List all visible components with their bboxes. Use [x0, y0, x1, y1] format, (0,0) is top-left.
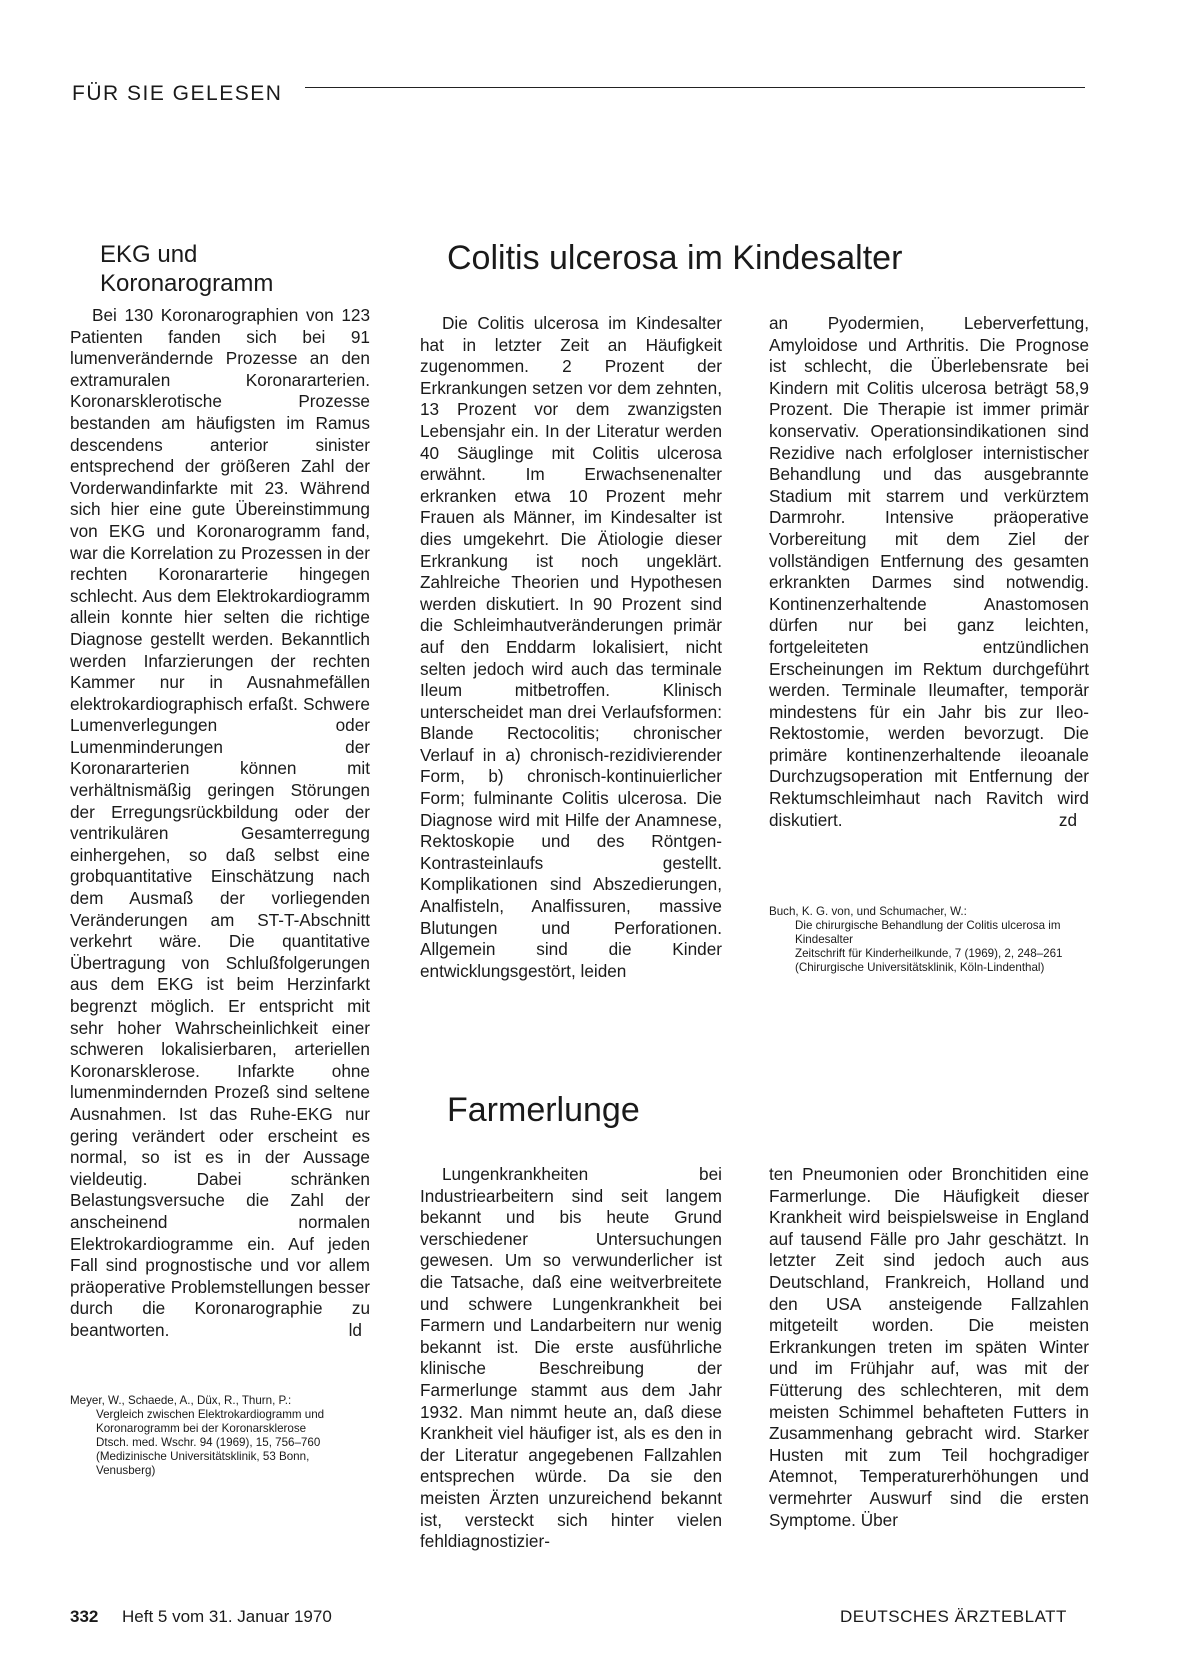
- section-header-rule: [305, 87, 1085, 88]
- article-ekg-reference: [70, 1394, 370, 1478]
- footer-publication: DEUTSCHES ÄRZTEBLATT: [840, 1607, 1067, 1626]
- article-farmerlunge-column-2: [769, 1164, 1089, 1531]
- article-colitis-paragraph-2: [769, 313, 1089, 831]
- article-ekg-text: Bei 130 Koronarographien von 123 Patienten fanden sich bei 91 lumenverändernde Prozesse an den extramuralen Koronararterien. Koronarsklerotische Prozesse bestanden am häufigsten im Ramus descendens anterior sinister entsprechend der größeren Zahl der Vorderwandinfarkte mit 23. Während sich hier eine gute Übereinstimmung von EKG und Koronarogramm fand, war die Korrelation zu Prozessen in der rechten Koronararterie hingegen schlecht. Aus dem Elektrokardiogramm allein konnte hier selten die richtige Diagnose gestellt werden. Bekanntlich werden Infarzierungen der rechten Kammer nur in Ausnahmefällen elektrokardiographisch erfaßt. Schwere Lumenverlegungen oder Lumenminderungen der Koronararterien können mit verhältnismäßig geringen Störungen der Erregungsrückbildung oder der ventrikulären Gesamterregung einhergehen, so daß selbst eine grobquantitative Einschätzung nach dem Ausmaß der vorliegenden Veränderungen am ST-T-Abschnitt verkehrt wäre. Die quantitative Übertragung von Schlußfolgerungen aus dem EKG ist beim Herzinfarkt begrenzt möglich. Er entspricht mit sehr hoher Wahrscheinlichkeit einer schweren lokalisierbaren, arteriellen Koronarsklerose. Infarkte ohne lumenmindernden Prozeß sind seltene Ausnahmen. Ist das Ruhe-EKG nur gering verändert oder erscheint es normal, so ist es in der Aussage vieldeutig. Dabei schränken Belastungsversuche die Zahl der anscheinend normalen Elektrokardiogramme ein. Auf jeden Fall sind prognostische und vor allem präoperative Problemstellungen besser durch die Koronarographie zu beantworten.: [70, 305, 370, 1340]
- section-header-label: FÜR SIE GELESEN: [72, 82, 283, 105]
- article-ekg-signature: ld: [348, 1319, 362, 1340]
- article-colitis-column-1: [420, 313, 722, 982]
- article-colitis-signature: zd: [1058, 809, 1077, 830]
- reference-journal: Dtsch. med. Wschr. 94 (1969), 15, 756–760: [96, 1436, 321, 1449]
- article-ekg-paragraph: [70, 305, 370, 1342]
- reference-title: Die chirurgische Behandlung der Colitis ulcerosa im Kindesalter: [795, 919, 1061, 946]
- article-ekg-title: EKG und Koronarogramm: [100, 241, 274, 297]
- article-ekg-body: [70, 305, 370, 1342]
- reference-title: Vergleich zwischen Elektrokardiogramm und Koronarogramm bei der Koronarsklerose: [96, 1408, 325, 1435]
- article-farmerlunge-title: Farmerlunge: [447, 1091, 640, 1129]
- reference-authors: Meyer, W., Schaede, A., Düx, R., Thurn, P.:: [70, 1394, 292, 1407]
- article-colitis-text-2: an Pyodermien, Leberverfettung, Amyloidose und Arthritis. Die Prognose ist schlecht, die Überlebensrate bei Kindern mit Colitis ulcerosa beträgt 58,9 Prozent. Die Therapie ist immer primär konservativ. Operationsindikationen sind Rezidive nach erfolgloser internistischer Behandlung und das ausgebrannte Stadium mit starrem und verkürztem Darmrohr. Intensive präoperative Vorbereitung mit dem Ziel der vollständigen Entfernung des gesamten erkrankten Darmes sind notwendig. Kontinenzerhaltende Anastomosen dürfen nur bei ganz leichten, fortgeleiteten entzündlichen Erscheinungen im Rektum durchgeführt werden. Terminale Ileumafter, temporär mindestens für ein Jahr bis zur Ileo-Rektostomie, werden bevorzugt. Die primäre kontinenzerhaltende ileoanale Durchzugsoperation mit Entfernung der Rektumschleimhaut nach Ravitch wird diskutiert.: [769, 313, 1089, 830]
- article-farmerlunge-text-2: ten Pneumonien oder Bronchitiden eine Farmerlunge. Die Häufigkeit dieser Krankheit wird beispielsweise in England auf tausend Fälle pro Jahr geschätzt. In letzter Zeit sind jedoch auch aus Deutschland, Frankreich, Holland und den USA ansteigende Fallzahlen mitgeteilt worden. Die meisten Erkrankungen treten im späten Winter und im Frühjahr auf, was mit der Fütterung des schlechteren, mit dem meisten Schimmel behafteten Futters in Zusammenhang gebracht wird. Starker Husten mit zum Teil hochgradiger Atemnot, Temperaturerhöhungen und vermehrter Auswurf sind die ersten Symptome. Über: [769, 1164, 1089, 1530]
- article-colitis-title: Colitis ulcerosa im Kindesalter: [447, 239, 903, 277]
- footer-page-number: 332: [70, 1607, 99, 1626]
- article-colitis-reference: [769, 905, 1087, 975]
- article-colitis-text-1: Die Colitis ulcerosa im Kindesalter hat in letzter Zeit an Häufigkeit zugenommen. 2 Prozent der Erkrankungen setzen vor dem zehnten, 13 Prozent vor dem zwanzigsten Lebensjahr ein. In der Literatur werden 40 Säuglinge mit Colitis ulcerosa erwähnt. Im Erwachsenenalter erkranken etwa 10 Prozent mehr Frauen als Männer, im Kindesalter ist dies umgekehrt. Die Ätiologie dieser Erkrankung ist noch ungeklärt. Zahlreiche Theorien und Hypothesen werden diskutiert. In 90 Prozent sind die Schleimhautveränderungen primär auf den Enddarm lokalisiert, nicht selten jedoch wird auch das terminale Ileum mitbetroffen. Klinisch unterscheidet man drei Verlaufsformen: Blande Rectocolitis; chronischer Verlauf in a) chronisch-rezidivierender Form, b) chronisch-kontinuierlicher Form; fulminante Colitis ulcerosa. Die Diagnose wird mit Hilfe der Anamnese, Rektoskopie und des Röntgen-Kontrasteinlaufs gestellt. Komplikationen sind Abszedierungen, Analfisteln, Analfissuren, massive Blutungen und Perforationen. Allgemein sind die Kinder entwicklungsgestört, leiden: [420, 313, 722, 981]
- reference-institution: (Chirurgische Universitätsklinik, Köln-Lindenthal): [795, 961, 1045, 974]
- reference-authors: Buch, K. G. von, und Schumacher, W.:: [769, 905, 967, 918]
- article-farmerlunge-column-1: [420, 1164, 722, 1553]
- reference-institution: (Medizinische Universitätsklinik, 53 Bonn, Venusberg): [96, 1450, 310, 1477]
- footer-issue: Heft 5 vom 31. Januar 1970: [122, 1607, 332, 1626]
- article-colitis-column-2: [769, 313, 1089, 831]
- article-farmerlunge-text-1: Lungenkrankheiten bei Industriearbeitern sind seit langem bekannt und bis heute Grund verschiedener Untersuchungen gewesen. Um so verwunderlicher ist die Tatsache, daß eine weitverbreitete und schwere Lungenkrankheit bei Farmern und Landarbeitern nur wenig bekannt ist. Die erste ausführliche klinische Beschreibung der Farmerlunge stammt aus dem Jahr 1932. Man nimmt heute an, daß diese Krankheit viel häufiger ist, als es den in der Literatur angegebenen Fallzahlen entsprechen würde. Da sie den meisten Ärzten unzureichend bekannt ist, versteckt sich hinter vielen fehldiagnostizier-: [420, 1164, 722, 1552]
- reference-journal: Zeitschrift für Kinderheilkunde, 7 (1969), 2, 248–261: [795, 947, 1063, 960]
